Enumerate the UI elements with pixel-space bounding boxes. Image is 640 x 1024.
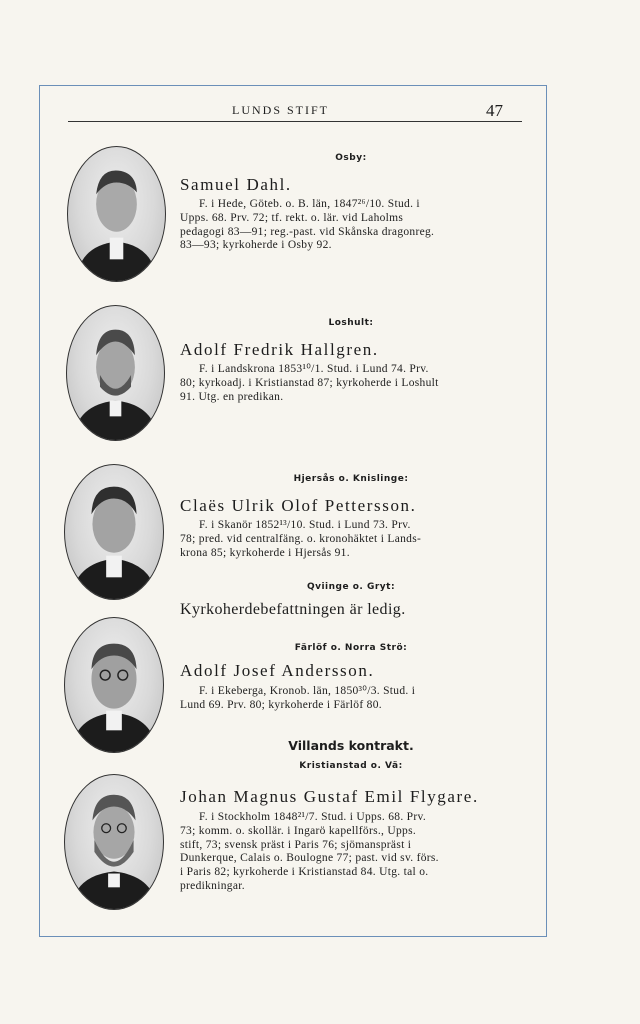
biography [180,198,522,253]
portrait-adolf-josef-andersson [64,617,164,753]
bio-line: Dunkerque, Calais o. Boulogne 77; past. vid sv. förs. [180,852,439,865]
bio-line: 83—93; kyrkoherde i Osby 92. [180,239,332,252]
header-rule [68,121,522,122]
portrait-adolf-fredrik-hallgren [66,305,165,441]
vacancy-notice: Kyrkoherdebefattningen är ledig. [180,601,406,618]
running-head: LUNDS STIFT [232,103,330,117]
bio-line: stift, 73; svensk präst i Paris 76; sjömanspräst i [180,838,412,851]
portrait-claes-ulrik-olof-pettersson [64,464,164,600]
parish-heading: Kristianstad o. Vä: [299,761,403,771]
clergy-name: Adolf Fredrik Hallgren. [180,340,379,359]
bio-line: F. i Stockholm 1848²¹/7. Stud. i Upps. 68. Prv. [199,811,426,823]
parish-heading: Qviinge o. Gryt: [306,582,396,592]
biography [180,519,522,560]
portrait-johan-magnus-gustaf-emil-flygare [64,774,164,910]
bio-line: Upps. 68. Prv. 72; tf. rekt. o. lär. vid Laholms [180,211,404,224]
biography [180,685,522,713]
bio-line: F. i Hede, Göteb. o. B. län, 1847²⁶/10. Stud. i [199,198,420,210]
parish-heading: Hjersås o. Knislinge: [293,474,409,484]
bio-line: 78; pred. vid centralfäng. o. kronohäktet i Lands- [180,532,422,545]
bio-line: F. i Skanör 1852¹³/10. Stud. i Lund 73. Prv. [199,519,411,531]
clergy-name: Johan Magnus Gustaf Emil Flygare. [180,787,479,806]
bio-line: F. i Ekeberga, Kronob. län, 1850³⁰/3. Stud. i [199,685,416,697]
page-number: 47 [486,101,503,120]
bio-line: predikningar. [180,879,245,892]
biography [180,363,522,404]
clergy-name: Samuel Dahl. [180,175,292,194]
bio-line: krona 85; kyrkoherde i Hjersås 91. [180,546,350,559]
bio-line: Lund 69. Prv. 80; kyrkoherde i Färlöf 80. [180,698,382,711]
bio-line: 80; kyrkoadj. i Kristianstad 87; kyrkoherde i Loshult [180,376,439,389]
clergy-name: Adolf Josef Andersson. [180,661,375,680]
parish-heading: Färlöf o. Norra Strö: [294,643,408,653]
portrait-samuel-dahl [67,146,166,282]
parish-heading: Loshult: [328,318,374,328]
biography [180,811,522,894]
bio-line: i Paris 82; kyrkoherde i Kristianstad 84. Utg. tal o. [180,866,429,879]
bio-line: 91. Utg. en predikan. [180,390,284,403]
parish-heading: Osby: [335,153,367,163]
contract-title: Villands kontrakt. [288,738,414,753]
bio-line: pedagogi 83—91; reg.-past. vid Skånska dragonreg. [180,225,435,238]
bio-line: F. i Landskrona 1853¹⁰/1. Stud. i Lund 74. Prv. [199,363,429,375]
bio-line: 73; komm. o. skollär. i Ingarö kapellförs., Upps. [180,824,417,837]
clergy-name: Claës Ulrik Olof Pettersson. [180,496,417,515]
